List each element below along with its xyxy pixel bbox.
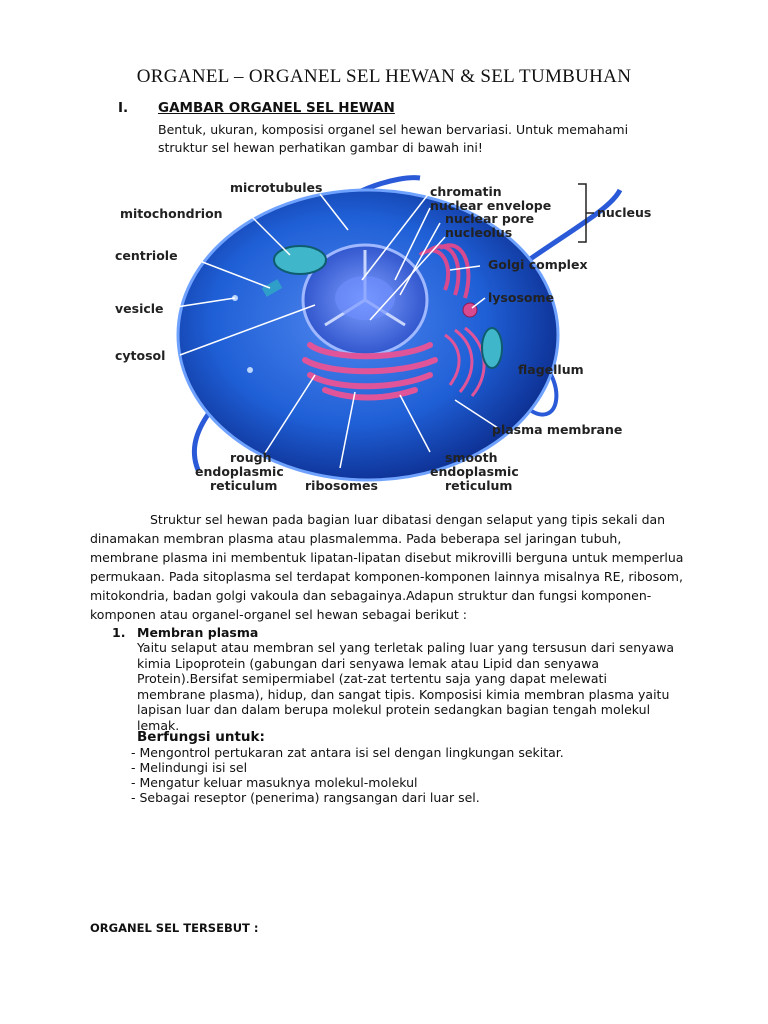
- vesicle-shape-2: [247, 367, 253, 373]
- label-golgi: Golgi complex: [488, 257, 588, 272]
- item-body: Yaitu selaput atau membran sel yang terletak paling luar yang tersusun dari senyawa kimia Lipoprotein (gabungan dari senyawa lemak atau Lipid dan senyawa Protein).Bersifat semipermiabel (zat-zat tertentu saja yang dapat melewati membrane plasma), hidup, dan sangat tipis. Komposisi kimia membran plasma yaitu lapisan luar dan dalam berupa molekul protein sedangkan bagian tengah molekul lemak.: [137, 640, 675, 733]
- label-nucleolus: nucleolus: [445, 225, 513, 240]
- label-smooth-er: reticulum: [445, 478, 513, 493]
- section-title: GAMBAR ORGANEL SEL HEWAN: [158, 100, 395, 116]
- label-cytosol: cytosol: [115, 348, 166, 363]
- label-ribosomes: ribosomes: [305, 478, 378, 493]
- label-rough-er: endoplasmic: [195, 464, 284, 479]
- label-centriole: centriole: [115, 248, 178, 263]
- label-nuclear-envelope: nuclear envelope: [430, 198, 552, 213]
- section-intro: Bentuk, ukuran, komposisi organel sel hewan bervariasi. Untuk memahami struktur sel hewan perhatikan gambar di bawah ini!: [158, 122, 629, 155]
- list-item: - Melindungi isi sel: [131, 760, 248, 775]
- nucleus-inner: [335, 276, 395, 320]
- label-mitochondrion: mitochondrion: [120, 206, 223, 221]
- mitochondrion-shape: [274, 246, 326, 274]
- label-nuclear-pore: nuclear pore: [445, 211, 535, 226]
- section-number: I.: [118, 100, 129, 116]
- functions-list: [131, 745, 564, 805]
- label-microtubules: microtubules: [230, 180, 323, 195]
- body-paragraph-text: Struktur sel hewan pada bagian luar dibatasi dengan selaput yang tipis sekali dan dinamakan membran plasma atau plasmalemma. Pada beberapa sel jaringan tubuh, membrane plasma ini membentuk lipatan-lipatan disebut mikrovilli berguna untuk memperlua permukaan. Pada sitoplasma sel terdapat komponen-komponen lainnya misalnya RE, ribosom, mitokondria, badan golgi vakoula dan sebagainya.Adapun struktur dan fungsi komponen-komponen atau organel-organel sel hewan sebagai berikut :: [90, 512, 684, 622]
- section-footer-label: ORGANEL SEL TERSEBUT :: [90, 921, 259, 935]
- body-paragraph: [90, 510, 690, 624]
- list-item: - Mengatur keluar masuknya molekul-molekul: [131, 775, 418, 790]
- label-plasma-membrane: plasma membrane: [492, 422, 623, 437]
- label-smooth-er: endoplasmic: [430, 464, 519, 479]
- label-flagellum: flagellum: [518, 362, 584, 377]
- mitochondrion-shape-2: [482, 328, 502, 368]
- animal-cell-diagram: [100, 170, 660, 500]
- label-rough-er: rough: [230, 450, 272, 465]
- label-rough-er: reticulum: [210, 478, 278, 493]
- item-title: Membran plasma: [137, 625, 259, 640]
- label-smooth-er: smooth: [445, 450, 498, 465]
- label-chromatin: chromatin: [430, 184, 502, 199]
- label-vesicle: vesicle: [115, 301, 164, 316]
- list-item: - Mengontrol pertukaran zat antara isi sel dengan lingkungan sekitar.: [131, 745, 564, 760]
- item-number: 1.: [112, 625, 126, 640]
- label-nucleus: nucleus: [597, 205, 652, 220]
- list-item: - Sebagai reseptor (penerima) rangsangan dari luar sel.: [131, 790, 480, 805]
- document-title: ORGANEL – ORGANEL SEL HEWAN & SEL TUMBUHAN: [136, 66, 632, 87]
- functions-title: Berfungsi untuk:: [137, 729, 265, 745]
- label-lysosome: lysosome: [488, 290, 554, 305]
- nucleus-bracket: [578, 184, 594, 242]
